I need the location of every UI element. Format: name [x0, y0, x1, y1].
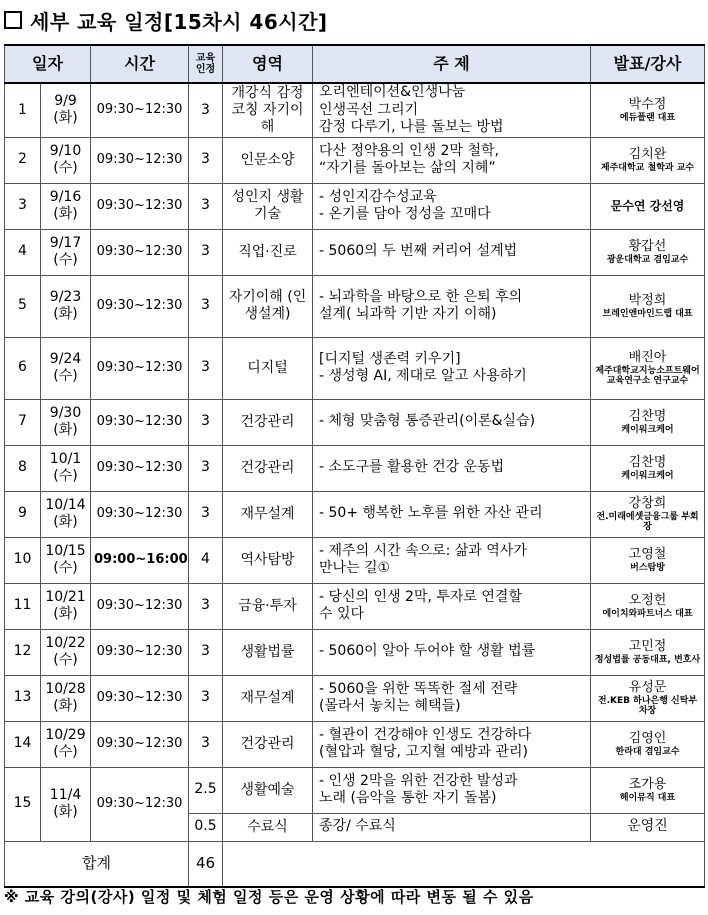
- topic-line: - 혈관이 건강해야 인생도 건강하다: [319, 726, 532, 743]
- row-field: 직업·진로: [223, 229, 313, 275]
- row-hours: 2.5: [189, 767, 223, 813]
- topic-line: - 온기를 담아 정성을 꼬매다: [319, 206, 491, 222]
- row-speaker: [591, 399, 705, 445]
- topic-line: - 체형 맞춤형 통증관리(이론&실습): [319, 413, 536, 430]
- row-time: 09:30~12:30: [91, 675, 189, 721]
- header-speaker: 발표/강사: [591, 45, 705, 83]
- table-row: [5, 83, 705, 137]
- row-field: 자기이해 (인생설계): [223, 275, 313, 337]
- topic-line: 감정 다루기, 나를 돌보는 방법: [319, 119, 504, 135]
- speaker-name: 유성문: [628, 679, 667, 695]
- closing-speaker: 운영진: [591, 813, 705, 841]
- table-row: [5, 183, 705, 229]
- table-row: [5, 275, 705, 337]
- row-topic: [313, 767, 591, 813]
- speaker-name: 김찬명: [628, 408, 667, 424]
- row-field: 인문소양: [223, 137, 313, 183]
- row-field: 성인지 생활기술: [223, 183, 313, 229]
- row-time: 09:30~12:30: [91, 583, 189, 629]
- row-hours: 3: [189, 491, 223, 537]
- row-number: 6: [5, 337, 41, 399]
- row-field: 생활예술: [223, 767, 313, 813]
- row-field: 개강식 감정코칭 자기이해: [223, 83, 313, 137]
- topic-line: 다산 정약용의 인생 2막 철학,: [319, 142, 499, 159]
- row-time: 09:30~12:30: [91, 275, 189, 337]
- row-topic: [313, 137, 591, 183]
- speaker-affiliation: 광운대학교 겸임교수: [606, 254, 689, 265]
- row-hours: 3: [189, 337, 223, 399]
- header-topic: 주 제: [313, 45, 591, 83]
- row-date: 10/14 (화): [41, 491, 91, 537]
- row-date: 9/23 (화): [41, 275, 91, 337]
- row-speaker: [591, 767, 705, 813]
- row-topic: [313, 83, 591, 137]
- topic-line: 설계( 뇌과학 기반 자기 이해): [319, 306, 497, 322]
- row-number: 15: [5, 767, 41, 841]
- speaker-name: 김치완: [628, 146, 667, 162]
- speaker-name: 배진아: [628, 349, 667, 365]
- topic-line: (몰라서 놓치는 혜택들): [319, 698, 461, 714]
- row-number: 7: [5, 399, 41, 445]
- row-hours: 4: [189, 537, 223, 583]
- row-number: 12: [5, 629, 41, 675]
- row-speaker: [591, 137, 705, 183]
- row-topic: [313, 721, 591, 767]
- speaker-affiliation: 제주대학교 철학과 교수: [600, 162, 695, 173]
- row-date: 10/1 (수): [41, 445, 91, 491]
- row-speaker: [591, 675, 705, 721]
- row-number: 11: [5, 583, 41, 629]
- row-date: 9/17 (수): [41, 229, 91, 275]
- row-field: 건강관리: [223, 445, 313, 491]
- title-text: 세부 교육 일정[15차시 46시간]: [30, 9, 328, 34]
- row-date: 10/29 (수): [41, 721, 91, 767]
- speaker-affiliation: 전.미래에셋금융그룹 부회장: [596, 511, 699, 533]
- speaker-affiliation: 에이치와파트너스 대표: [602, 608, 693, 619]
- row-number: 9: [5, 491, 41, 537]
- row-speaker: [591, 83, 705, 137]
- row-time: 09:30~12:30: [91, 491, 189, 537]
- row-time: 09:30~12:30: [91, 229, 189, 275]
- row-hours: 3: [189, 137, 223, 183]
- topic-line: - 5060의 두 번째 커리어 설계법: [319, 243, 518, 260]
- row-field: 생활법률: [223, 629, 313, 675]
- row-speaker: [591, 491, 705, 537]
- topic-line: 만나는 길①: [319, 560, 391, 576]
- row-field: 재무설계: [223, 491, 313, 537]
- topic-line: (혈압과 혈당, 고지혈 예방과 관리): [319, 744, 529, 760]
- speaker-affiliation: 버스탐방: [630, 562, 665, 573]
- table-row: [5, 229, 705, 275]
- table-row: [5, 629, 705, 675]
- speaker-name: 오정헌: [628, 592, 667, 608]
- table-row: [5, 721, 705, 767]
- row-topic: [313, 491, 591, 537]
- speaker-name: 김찬명: [628, 454, 667, 470]
- row-time: 09:30~12:30: [91, 629, 189, 675]
- topic-line: “자기를 돌아보는 삶의 지혜”: [319, 160, 496, 176]
- row-date: 11/4 (화): [41, 767, 91, 841]
- row-speaker: [591, 721, 705, 767]
- schedule-table: [4, 44, 705, 888]
- row-number: 14: [5, 721, 41, 767]
- header-field: 영역: [223, 45, 313, 83]
- table-row: [5, 337, 705, 399]
- row-topic: [313, 445, 591, 491]
- speaker-affiliation: 에듀플랜 대표: [619, 113, 676, 124]
- table-row: [5, 675, 705, 721]
- speaker-name: 황갑선: [628, 238, 667, 254]
- row-topic: [313, 629, 591, 675]
- speaker-name: 고영철: [628, 546, 667, 562]
- row-field: 건강관리: [223, 399, 313, 445]
- row-speaker: [591, 229, 705, 275]
- speaker-name: 강창희: [628, 495, 667, 511]
- row-date: 9/10 (수): [41, 137, 91, 183]
- row-number: 3: [5, 183, 41, 229]
- topic-line: - 인생 2막을 위한 건강한 발성과: [319, 772, 518, 789]
- header-date: 일자: [5, 45, 91, 83]
- speaker-name: 김영인: [628, 730, 667, 746]
- topic-line: - 5060이 알아 두어야 할 생활 법률: [319, 643, 536, 660]
- topic-line: - 소도구를 활용한 건강 운동법: [319, 459, 505, 476]
- table-row: [5, 399, 705, 445]
- header-hours: 교육 인정: [189, 45, 223, 83]
- row-hours: 3: [189, 629, 223, 675]
- row-speaker: [591, 183, 705, 229]
- row-topic: [313, 537, 591, 583]
- row-hours: 3: [189, 183, 223, 229]
- speaker-name: 박수정: [628, 96, 667, 112]
- row-time: 09:30~12:30: [91, 399, 189, 445]
- closing-field: 수료식: [223, 813, 313, 841]
- row-topic: [313, 337, 591, 399]
- row-time: 09:30~12:30: [91, 337, 189, 399]
- row-date: 10/15 (수): [41, 537, 91, 583]
- row-number: 1: [5, 83, 41, 137]
- speaker-affiliation: 케이워크케어: [621, 424, 674, 435]
- topic-line: 수 있다: [319, 606, 365, 622]
- row-speaker: [591, 537, 705, 583]
- speaker-affiliation: 한라대 겸임교수: [615, 746, 680, 757]
- row-date: 9/30 (화): [41, 399, 91, 445]
- speaker-affiliation: 케이워크케어: [621, 470, 674, 481]
- speaker-name: 조가용: [628, 776, 667, 792]
- row-time: 09:30~12:30: [91, 767, 189, 841]
- row-hours: 3: [189, 675, 223, 721]
- row-topic: [313, 229, 591, 275]
- row-hours: 3: [189, 445, 223, 491]
- topic-line: 인생곡선 그리기: [319, 101, 419, 118]
- row-date: 9/24 (수): [41, 337, 91, 399]
- row-time: 09:00~16:00: [91, 537, 189, 583]
- speaker-name: 문수연 강선영: [610, 198, 685, 213]
- row-hours: 3: [189, 721, 223, 767]
- topic-line: 노래 (음악을 통한 자기 돌봄): [319, 790, 497, 806]
- row-topic: [313, 675, 591, 721]
- speaker-affiliation: 제주대학교지능소프트웨어교육연구소 연구교수: [595, 365, 700, 387]
- row-hours: 3: [189, 229, 223, 275]
- row-hours: 3: [189, 83, 223, 137]
- topic-line: - 제주의 시간 속으로: 삶과 역사가: [319, 542, 527, 559]
- closing-hours: 0.5: [189, 813, 223, 841]
- topic-line: - 뇌과학을 바탕으로 한 은퇴 후의: [319, 288, 523, 305]
- total-empty: [223, 841, 705, 887]
- total-row: [5, 841, 705, 887]
- row-number: 13: [5, 675, 41, 721]
- row-time: 09:30~12:30: [91, 183, 189, 229]
- row-speaker: [591, 583, 705, 629]
- table-row: [5, 767, 705, 813]
- row-field: 역사탐방: [223, 537, 313, 583]
- row-hours: 3: [189, 399, 223, 445]
- topic-line: - 당신의 인생 2막, 투자로 연결할: [319, 588, 522, 605]
- row-date: 9/9 (화): [41, 83, 91, 137]
- topic-line: - 성인지감수성교육: [319, 188, 437, 205]
- row-hours: 3: [189, 275, 223, 337]
- topic-line: - 생성형 AI, 제대로 알고 사용하기: [319, 368, 527, 384]
- topic-line: 오리엔테이션&인생나눔: [319, 84, 466, 100]
- row-hours: 3: [189, 583, 223, 629]
- table-row: [5, 445, 705, 491]
- topic-line: - 5060을 위한 똑똑한 절세 전략: [319, 680, 518, 697]
- row-topic: [313, 399, 591, 445]
- table-row: [5, 537, 705, 583]
- total-hours: 46: [189, 841, 223, 887]
- topic-line: - 50+ 행복한 노후를 위한 자산 관리: [319, 505, 543, 522]
- row-time: 09:30~12:30: [91, 137, 189, 183]
- row-date: 10/28 (화): [41, 675, 91, 721]
- table-row: [5, 491, 705, 537]
- speaker-affiliation: 전.KEB 하나은행 신탁부 차장: [597, 695, 698, 717]
- speaker-name: 박정희: [628, 292, 667, 308]
- row-date: 9/16 (화): [41, 183, 91, 229]
- speaker-affiliation: 브레인앤마인드랩 대표: [602, 308, 693, 319]
- page-title: [4, 2, 328, 38]
- row-date: 10/21 (화): [41, 583, 91, 629]
- header-time: 시간: [91, 45, 189, 83]
- speaker-name: 고민정: [628, 638, 667, 654]
- table-row: [5, 137, 705, 183]
- row-speaker: [591, 445, 705, 491]
- row-topic: [313, 583, 591, 629]
- row-time: 09:30~12:30: [91, 445, 189, 491]
- row-number: 10: [5, 537, 41, 583]
- table-row: [5, 583, 705, 629]
- row-number: 8: [5, 445, 41, 491]
- footnote: ※ 교육 강의(강사) 일정 및 체험 일정 등은 운영 상황에 따라 변동 될 수 있음: [4, 888, 534, 906]
- row-number: 5: [5, 275, 41, 337]
- row-topic: [313, 183, 591, 229]
- row-date: 10/22 (수): [41, 629, 91, 675]
- row-speaker: [591, 629, 705, 675]
- speaker-affiliation: 정성법률 공동대표, 변호사: [594, 654, 701, 665]
- speaker-affiliation: 헤이뮤직 대표: [619, 792, 676, 803]
- row-field: 금융·투자: [223, 583, 313, 629]
- total-label: 합계: [5, 841, 189, 887]
- row-time: 09:30~12:30: [91, 721, 189, 767]
- header-row: [5, 45, 705, 83]
- topic-line: [디지털 생존력 키우기]: [319, 350, 461, 367]
- row-number: 2: [5, 137, 41, 183]
- row-speaker: [591, 275, 705, 337]
- row-time: 09:30~12:30: [91, 83, 189, 137]
- checkbox-icon: [4, 11, 22, 29]
- row-topic: [313, 275, 591, 337]
- row-field: 건강관리: [223, 721, 313, 767]
- row-field: 디지털: [223, 337, 313, 399]
- row-speaker: [591, 337, 705, 399]
- row-field: 재무설계: [223, 675, 313, 721]
- row-number: 4: [5, 229, 41, 275]
- closing-topic: 종강/ 수료식: [313, 813, 591, 841]
